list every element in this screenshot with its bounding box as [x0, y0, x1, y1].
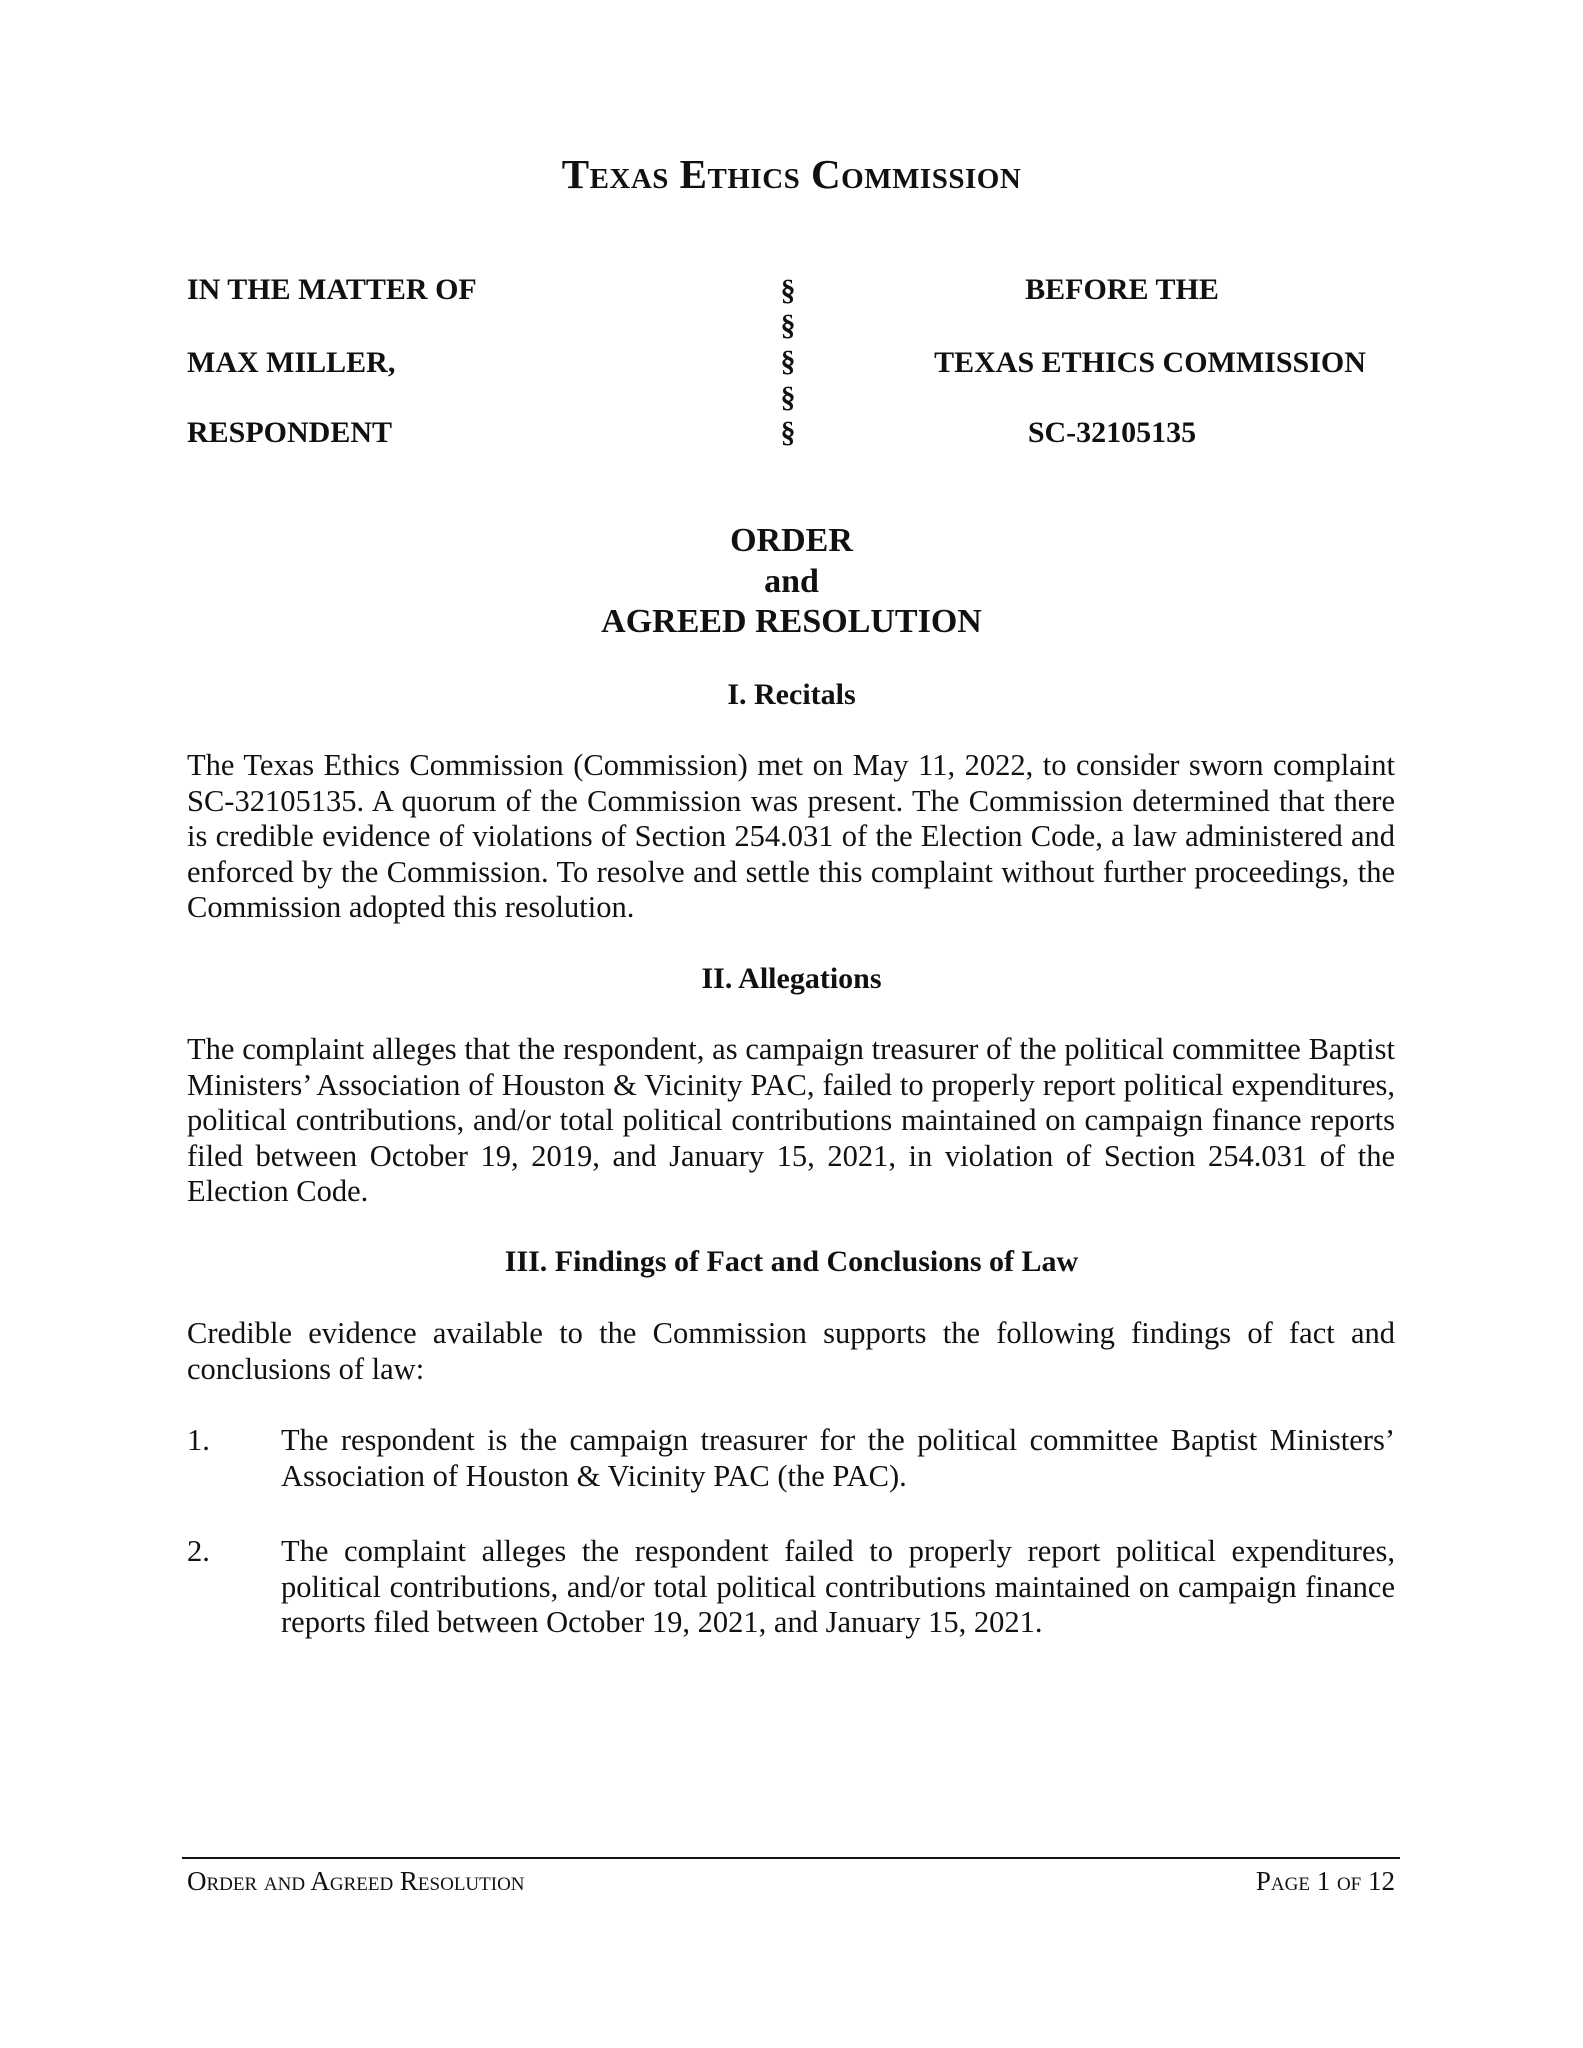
section-mark: §: [780, 381, 796, 414]
caption-respondent-label: RESPONDENT: [187, 416, 393, 449]
caption-commission: TEXAS ETHICS COMMISSION: [934, 346, 1366, 379]
allegations-paragraph: The complaint alleges that the respondent, as campaign treasurer of the political committee Baptist Ministers’ Association of Houston & Vicinity PAC, failed to properly report political expenditures, political contributions, and/or total political contributions maintained on campaign finance reports filed between October 19, 2019, and January 15, 2021, in violation of Section 254.031 of the Election Code.: [187, 1032, 1395, 1208]
findings-intro: Credible evidence available to the Commission supports the following findings of fact and conclusions of law:: [187, 1316, 1395, 1386]
finding-text: The complaint alleges the respondent failed to properly report political expenditures, political contributions, and/or total political contributions maintained on campaign finance reports filed between October 19, 2021, and January 15, 2021.: [281, 1534, 1395, 1639]
finding-number: 1.: [187, 1423, 210, 1457]
section-heading-findings: III. Findings of Fact and Conclusions of Law: [504, 1245, 1079, 1278]
section-mark: §: [780, 416, 796, 449]
section-mark: §: [780, 309, 796, 342]
section-heading-allegations: II. Allegations: [701, 962, 882, 995]
section-heading-recitals: I. Recitals: [727, 678, 856, 711]
footer-page-number: Page 1 of 12: [1255, 1866, 1395, 1896]
heading-agreed-resolution: AGREED RESOLUTION: [601, 603, 982, 640]
section-mark: §: [780, 274, 796, 307]
recitals-paragraph: The Texas Ethics Commission (Commission) met on May 11, 2022, to consider sworn complaint SC-32105135. A quorum of the Commission was present. The Commission determined that there is credible evidence of violations of Section 254.031 of the Election Code, a law administered and enforced by the Commission. To resolve and settle this complaint without further proceedings, the Commission adopted this resolution.: [187, 748, 1395, 924]
footer-rule: [182, 1857, 1400, 1859]
heading-and: and: [764, 563, 819, 600]
finding-text: The respondent is the campaign treasurer for the political committee Baptist Ministers’ Association of Houston & Vicinity PAC (the PAC).: [281, 1423, 1395, 1493]
caption-before-the: BEFORE THE: [1025, 273, 1219, 306]
caption-matter-label: IN THE MATTER OF: [187, 273, 477, 306]
heading-order: ORDER: [730, 522, 853, 559]
section-mark: §: [780, 345, 796, 378]
finding-number: 2.: [187, 1534, 210, 1568]
document-title: Texas Ethics Commission: [561, 151, 1022, 197]
caption-respondent-name: MAX MILLER,: [187, 346, 396, 379]
footer-document-name: Order and Agreed Resolution: [187, 1866, 525, 1896]
caption-case-number: SC-32105135: [1027, 416, 1197, 449]
